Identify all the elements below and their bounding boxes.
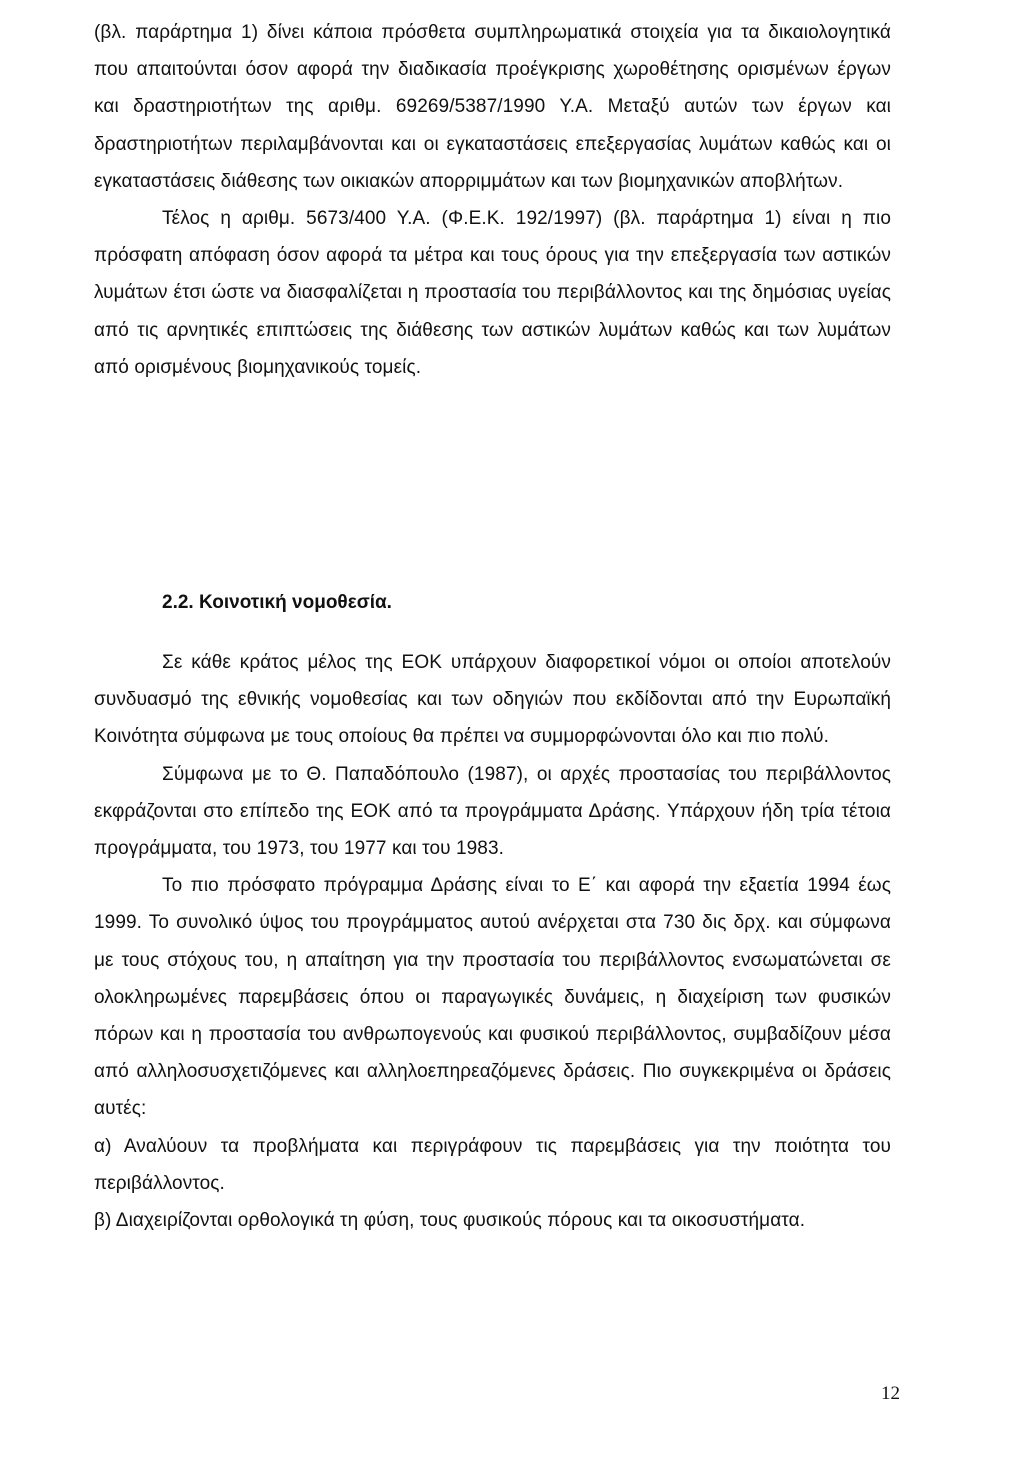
- paragraph-fifth-programme: Το πιο πρόσφατο πρόγραμμα Δράσης είναι το Ε΄ και αφορά την εξαετία 1994 έως 1999. Το συνολικό ύψος του προγράμματος αυτού ανέρχεται στα 730 δις δρχ. και σύμφωνα με τους στόχους του, η απαίτηση για την προστασία του περιβάλλοντος ενσωματώνεται σε ολοκληρωμένες παρεμβάσεις όπου οι παραγωγικές δυνάμεις, η διαχείριση των φυσικών πόρων και η προστασία του ανθρωπογενούς και φυσικού περιβάλλοντος, συμβαδίζουν μέσα από αλληλοσυσχετιζόμενες και αλληλοεπηρεαζόμενες δράσεις. Πιο συγκεκριμένα οι δράσεις αυτές:: [94, 875, 891, 1120]
- list-item-b: β) Διαχειρίζονται ορθολογικά τη φύση, τους φυσικούς πόρους και τα οικοσυστήματα.: [94, 1210, 806, 1232]
- page-number: 12: [881, 1383, 900, 1404]
- paragraph-annex-reference: (βλ. παράρτημα 1) δίνει κάποια πρόσθετα συμπληρωματικά στοιχεία για τα δικαιολογητικά που απαιτούνται όσον αφορά την διαδικασία προέγκρισης χωροθέτησης ορισμένων έργων και δραστηριοτήτων της αριθμ. 69269/5387/1990 Υ.Α. Μεταξύ αυτών των έργων και δραστηριοτήτων περιλαμβάνονται και οι εγκαταστάσεις επεξεργασίας λυμάτων καθώς και οι εγκαταστάσεις διάθεσης των οικιακών απορριμμάτων και των βιομηχανικών αποβλήτων.: [94, 22, 891, 192]
- paragraph-latest-decision: Τέλος η αριθμ. 5673/400 Υ.Α. (Φ.Ε.Κ. 192/1997) (βλ. παράρτημα 1) είναι η πιο πρόσφατη απόφαση όσον αφορά τα μέτρα και τους όρους για την επεξεργασία των αστικών λυμάτων έτσι ώστε να διασφαλίζεται η προστασία του περιβάλλοντος και της δημόσιας υγείας από τις αρνητικές επιπτώσεις της διάθεσης των αστικών λυμάτων καθώς και των λυμάτων από ορισμένους βιομηχανικούς τομείς.: [94, 208, 891, 378]
- body-text-bottom: [94, 644, 891, 1239]
- body-text-top: [94, 14, 891, 386]
- section-heading: 2.2. Κοινοτική νομοθεσία.: [162, 592, 392, 613]
- paragraph-action-programmes: Σύμφωνα με το Θ. Παπαδόπουλο (1987), οι αρχές προστασίας του περιβάλλοντος εκφράζονται στο επίπεδο της ΕΟΚ από τα προγράμματα Δράσης. Υπάρχουν ήδη τρία τέτοια προγράμματα, του 1973, του 1977 και του 1983.: [94, 763, 891, 860]
- paragraph-member-states: Σε κάθε κράτος μέλος της ΕΟΚ υπάρχουν διαφορετικοί νόμοι οι οποίοι αποτελούν συνδυασμό της εθνικής νομοθεσίας και των οδηγιών που εκδίδονται από την Ευρωπαϊκή Κοινότητα σύμφωνα με τους οποίους θα πρέπει να συμμορφώνονται όλο και πιο πολύ.: [94, 652, 891, 748]
- list-item-a: α) Αναλύουν τα προβλήματα και περιγράφουν τις παρεμβάσεις για την ποιότητα του περιβάλλοντος.: [94, 1135, 891, 1194]
